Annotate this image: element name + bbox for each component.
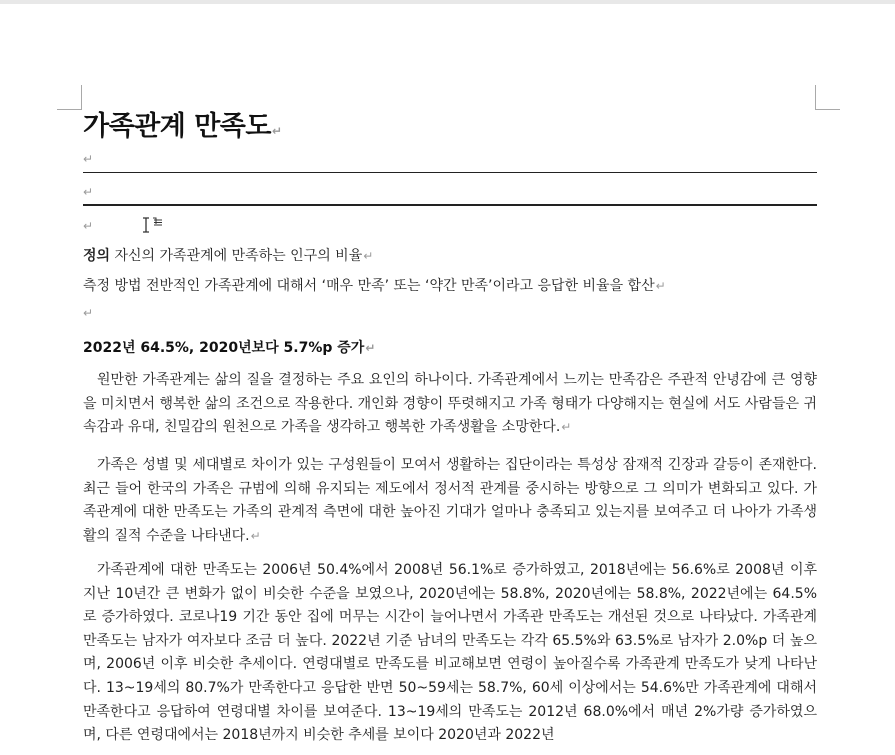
definition-label: 정의 xyxy=(83,248,111,264)
text-cursor-icon xyxy=(140,216,168,236)
definition-text: 자신의 가족관계에 만족하는 인구의 비율 xyxy=(110,248,363,264)
paragraph-mark: ↵ xyxy=(363,249,374,263)
window-top-edge xyxy=(0,0,895,4)
document-title: 가족관계 만족도↵ xyxy=(83,111,282,142)
empty-paragraph-mark: ↵ xyxy=(83,185,94,199)
margin-corner-top-right xyxy=(815,85,840,110)
paragraph-mark: ↵ xyxy=(271,124,282,138)
empty-paragraph-mark: ↵ xyxy=(83,152,94,166)
paragraph-mark: ↵ xyxy=(655,279,666,293)
method-line xyxy=(83,275,666,295)
paragraph-mark: ↵ xyxy=(365,341,376,355)
section-heading: 2022년 64.5%, 2020년보다 5.7%p 증가↵ xyxy=(83,340,376,356)
horizontal-rule-thin xyxy=(83,172,817,173)
body-paragraph: 가족은 성별 및 세대별로 차이가 있는 구성원들이 모여서 생활하는 집단이라는 특성상 잠재적 긴장과 갈등이 존재한다. 최근 들어 한국의 가족은 규범에 의해 유지되는 제도에서 정서적 관계를 중시하는 방향으로 그 의미가 변화되고 있다. 가족관계에 대한 만족도는 가족의 관계적 측면에 대한 높아진 기대가 얼마나 충족되고 있는지를 보여주고 더 나아가 가족생활의 질적 수준을 나타낸다.↵ xyxy=(83,457,817,544)
body-paragraph: 원만한 가족관계는 삶의 질을 결정하는 주요 요인의 하나이다. 가족관계에서 느끼는 만족감은 주관적 안녕감에 큰 영향을 미치면서 행복한 삶의 조건으로 작용한다. 개인화 경향이 뚜렷해지고 가족 형태가 다양해지는 현실에 서도 사람들은 귀속감과 유대, 친밀감의 원천으로 가족을 생각하고 행복한 가족생활을 소망한다.↵ xyxy=(83,372,817,436)
body-paragraph: 가족관계에 대한 만족도는 2006년 50.4%에서 2008년 56.1%로 증가하였고, 2018년에는 56.6%로 2008년 이후 지난 10년간 큰 변화가 없이 비슷한 수준을 보였으나, 2020년에는 58.8%, 2020년에는 58.8%, 2022년에는 64.5%로 증가하였다. 코로나19 기간 동안 집에 머무는 시간이 늘어나면서 가족관 만족도는 개선된 것으로 나타났다. 가족관계 만족도는 남자가 여자보다 조금 더 높다. 2022년 기준 남녀의 만족도는 각각 65.5%와 63.5%로 남자가 2.0%p 더 높으며, 2006년 이후 비슷한 추세이다. 연령대별로 만족도를 비교해보면 연령이 높아질수록 가족관계 만족도가 낮게 나타난다. 13~19세의 80.7%가 만족한다고 응답한 반면 50~59세는 58.7%, 60세 이상에서는 54.6%만 가족관계에 대해서 만족한다고 응답하여 연령대별 차이를 보여준다. 13~19세의 만족도는 2012년 68.0%에서 매년 2%가량 증가하였으며, 다른 연령대에서는 2018년까지 비슷한 추세를 보이다 2020년과 2022년 xyxy=(83,562,817,744)
paragraph-mark: ↵ xyxy=(250,528,261,543)
paragraph-mark: ↵ xyxy=(561,420,572,435)
horizontal-rule-thick xyxy=(83,204,817,206)
margin-corner-top-left xyxy=(57,85,82,110)
empty-paragraph-mark: ↵ xyxy=(83,219,94,233)
definition-line xyxy=(83,245,373,265)
empty-paragraph-mark: ↵ xyxy=(83,306,94,320)
method-text: 측정 방법 전반적인 가족관계에 대해서 ‘매우 만족’ 또는 ‘약간 만족’이라고 응답한 비율을 합산 xyxy=(83,278,655,294)
